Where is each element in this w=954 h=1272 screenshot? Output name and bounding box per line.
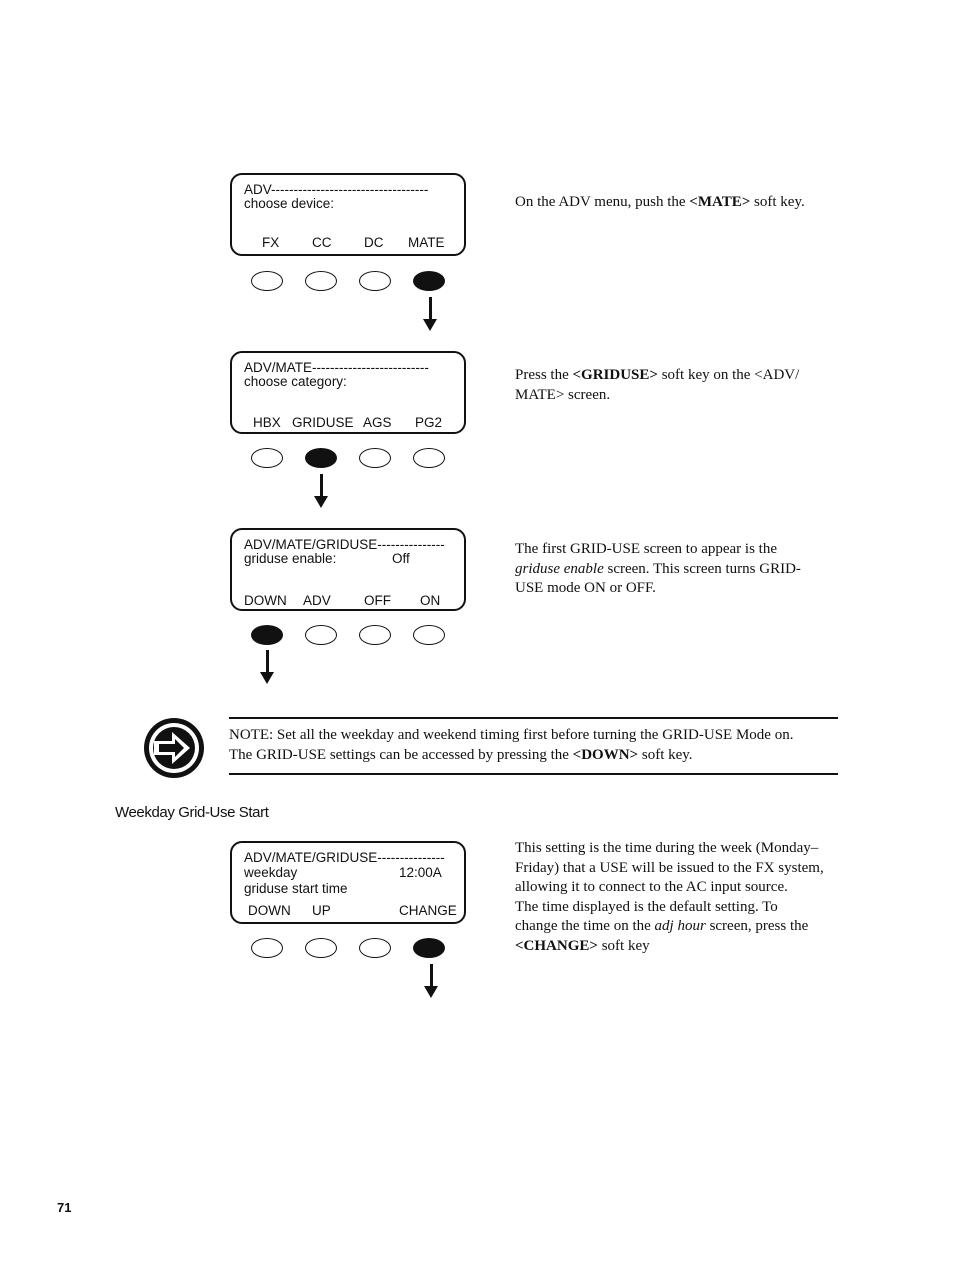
softkey-label-adv: ADV xyxy=(303,593,331,608)
softkey-ags-button[interactable] xyxy=(359,448,391,468)
down-arrow-icon xyxy=(314,474,328,508)
softkey-label-dc: DC xyxy=(364,235,384,250)
step-4-text: This setting is the time during the week (Monday– Friday) that a USE will be issued to the FX system, allowing it to connect to the AC input source. The time displayed is the default setting. To change the time on the adj hour screen, press the <CHANGE> soft key xyxy=(515,840,824,954)
softkey-label-hbx: HBX xyxy=(253,415,281,430)
step-2-text: Press the <GRIDUSE> soft key on the <ADV/ MATE> screen. xyxy=(515,367,800,403)
lcd-value: 12:00A xyxy=(399,865,442,880)
step-1-text: On the ADV menu, push the <MATE> soft key. xyxy=(515,194,805,210)
down-arrow-icon xyxy=(260,650,274,684)
lcd-line-1: ADV----------------------------------- xyxy=(244,182,429,197)
lcd-line-2: weekday xyxy=(244,865,298,880)
lcd-line-1: ADV/MATE/GRIDUSE--------------- xyxy=(244,537,445,552)
softkey-label-ags: AGS xyxy=(363,415,392,430)
softkey-label-change: CHANGE xyxy=(399,903,457,918)
lcd-screen-weekday-start xyxy=(230,841,466,924)
softkey-down-button[interactable] xyxy=(251,625,283,645)
softkey-change-button[interactable] xyxy=(413,938,445,958)
note-arrow-icon xyxy=(142,716,206,780)
softkey-dc-button[interactable] xyxy=(359,271,391,291)
softkey-fx-button[interactable] xyxy=(251,271,283,291)
softkey-hbx-button[interactable] xyxy=(251,448,283,468)
lcd-value: Off xyxy=(392,551,410,566)
softkey-row-3 xyxy=(251,625,451,649)
softkey-label-cc: CC xyxy=(312,235,332,250)
softkey-label-pg2: PG2 xyxy=(415,415,443,430)
softkey-down-button[interactable] xyxy=(251,938,283,958)
softkey-pg2-button[interactable] xyxy=(413,448,445,468)
softkey-row-2 xyxy=(251,448,451,472)
note-top-rule xyxy=(229,717,838,719)
softkey-row-1 xyxy=(251,271,451,295)
lcd-line-3: griduse start time xyxy=(244,881,348,896)
softkey-up-button[interactable] xyxy=(305,938,337,958)
lcd-line-2: choose category: xyxy=(244,374,347,389)
softkey-off-button[interactable] xyxy=(359,625,391,645)
softkey-griduse-button[interactable] xyxy=(305,448,337,468)
lcd-line-2: choose device: xyxy=(244,196,335,211)
lcd-screen-adv-mate xyxy=(230,351,466,434)
softkey-label-down: DOWN xyxy=(244,593,287,608)
softkey-label-off: OFF xyxy=(364,593,391,608)
softkey-row-4 xyxy=(251,938,451,962)
page-number: 71 xyxy=(57,1200,72,1215)
lcd-screen-adv xyxy=(230,173,466,256)
softkey-label-fx: FX xyxy=(262,235,280,250)
section-heading: Weekday Grid-Use Start xyxy=(115,804,269,821)
lcd-line-2: griduse enable: xyxy=(244,551,337,566)
lcd-line-1: ADV/MATE-------------------------- xyxy=(244,360,429,375)
down-arrow-icon xyxy=(423,297,437,331)
softkey-mate-button[interactable] xyxy=(413,271,445,291)
softkey-label-on: ON xyxy=(420,593,441,608)
softkey-label-mate: MATE xyxy=(408,235,445,250)
down-arrow-icon xyxy=(424,964,438,998)
note-text: NOTE: Set all the weekday and weekend timing first before turning the GRID-USE Mode on. The GRID-USE settings can be accessed by pressing the <DOWN> soft key. xyxy=(229,727,794,763)
softkey-adv-button[interactable] xyxy=(305,625,337,645)
lcd-line-1: ADV/MATE/GRIDUSE--------------- xyxy=(244,850,445,865)
softkey-label-griduse: GRIDUSE xyxy=(292,415,354,430)
softkey-label-down: DOWN xyxy=(248,903,291,918)
softkey-label-up: UP xyxy=(312,903,331,918)
lcd-screen-griduse-enable xyxy=(230,528,466,611)
softkey-cc-button[interactable] xyxy=(305,271,337,291)
note-bottom-rule xyxy=(229,773,838,775)
softkey-on-button[interactable] xyxy=(413,625,445,645)
softkey-blank-button[interactable] xyxy=(359,938,391,958)
step-3-text: The first GRID-USE screen to appear is the griduse enable screen. This screen turns GRID- USE mode ON or OFF. xyxy=(515,541,801,596)
